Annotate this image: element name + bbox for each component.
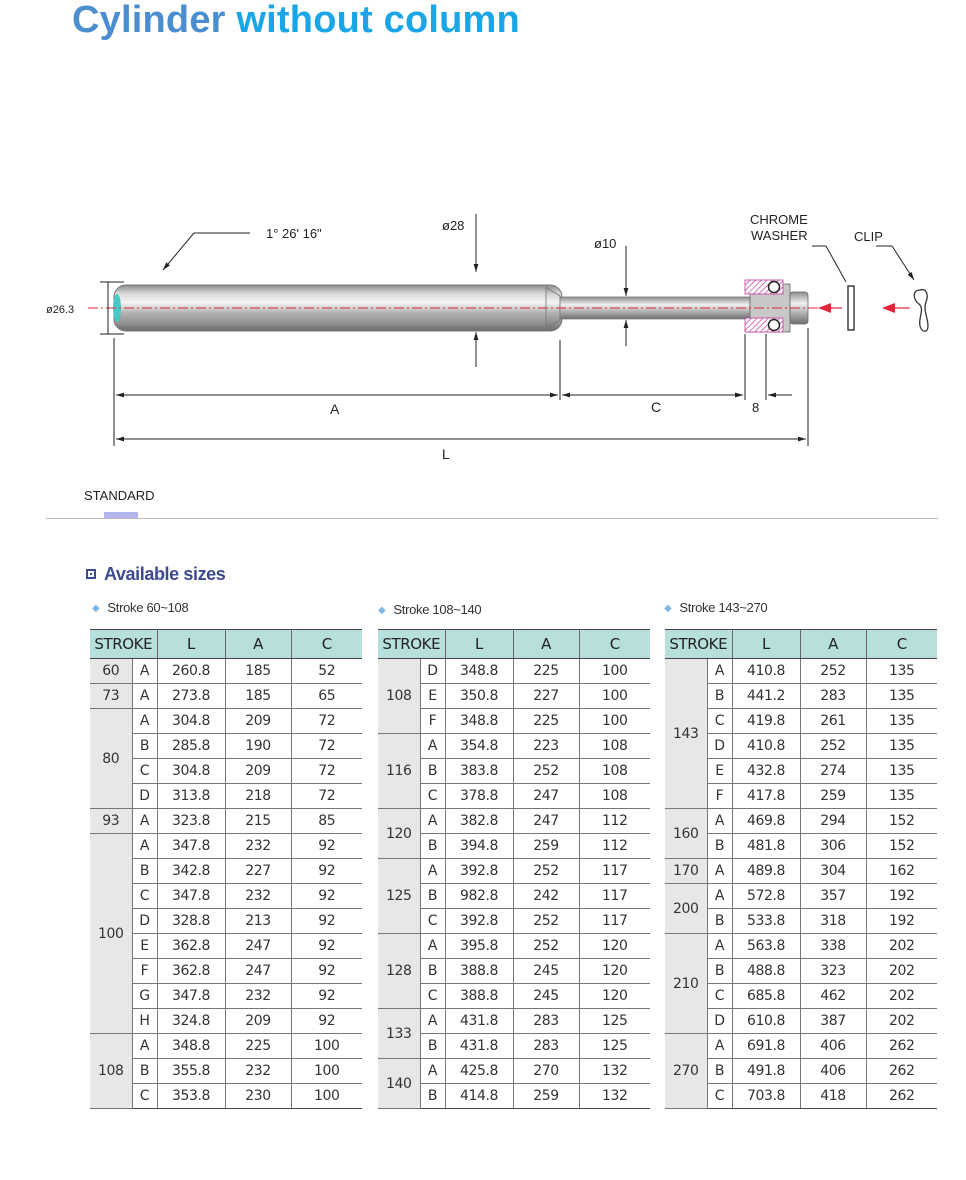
variant-cell: E [132,934,157,959]
l-cell: 313.8 [157,784,225,809]
header-stroke: STROKE [378,630,445,659]
l-cell: 703.8 [732,1084,800,1109]
a-cell: 225 [225,1034,291,1059]
header-l: L [157,630,225,659]
table-header-row [90,630,362,659]
a-cell: 245 [513,959,579,984]
a-cell: 283 [800,684,866,709]
c-cell: 100 [579,684,650,709]
variant-cell: A [707,1034,732,1059]
subtitle-stroke-60-108: ◆ Stroke 60~108 [92,600,189,615]
variant-cell: A [707,809,732,834]
l-cell: 491.8 [732,1059,800,1084]
table-row [665,1034,937,1059]
stroke-cell: 200 [665,884,707,934]
variant-cell: A [132,709,157,734]
table-row [90,684,362,709]
c-cell: 202 [866,959,937,984]
l-cell: 488.8 [732,959,800,984]
a-cell: 406 [800,1034,866,1059]
l-cell: 285.8 [157,734,225,759]
variant-cell: A [707,934,732,959]
l-cell: 691.8 [732,1034,800,1059]
a-cell: 225 [513,659,579,684]
a-cell: 270 [513,1059,579,1084]
l-cell: 481.8 [732,834,800,859]
stroke-cell: 170 [665,859,707,884]
l-cell: 417.8 [732,784,800,809]
variant-cell: B [420,1034,445,1059]
assembly-arrows [818,303,910,313]
variant-cell: B [420,959,445,984]
a-cell: 218 [225,784,291,809]
diamond-bullet-icon: ◆ [378,605,386,616]
variant-cell: A [420,859,445,884]
c-cell: 262 [866,1034,937,1059]
c-cell: 125 [579,1034,650,1059]
a-cell: 304 [800,859,866,884]
variant-cell: C [132,1084,157,1109]
c-cell: 262 [866,1059,937,1084]
table-row [90,659,362,684]
c-cell: 135 [866,684,937,709]
a-cell: 406 [800,1059,866,1084]
washer-label: WASHER [751,228,808,243]
l-cell: 354.8 [445,734,513,759]
c-cell: 92 [291,859,362,884]
a-cell: 209 [225,759,291,784]
stroke-cell: 73 [90,684,132,709]
a-cell: 215 [225,809,291,834]
l-cell: 414.8 [445,1084,513,1109]
variant-cell: F [420,709,445,734]
c-cell: 92 [291,984,362,1009]
variant-cell: C [707,984,732,1009]
l-cell: 342.8 [157,859,225,884]
variant-cell: A [707,659,732,684]
c-cell: 92 [291,909,362,934]
c-cell: 135 [866,659,937,684]
standard-label: STANDARD [84,488,155,503]
a-cell: 306 [800,834,866,859]
c-cell: 132 [579,1059,650,1084]
l-cell: 431.8 [445,1034,513,1059]
table-header-row [378,630,650,659]
c-cell: 192 [866,909,937,934]
c-cell: 202 [866,984,937,1009]
l-cell: 260.8 [157,659,225,684]
l-cell: 610.8 [732,1009,800,1034]
l-cell: 563.8 [732,934,800,959]
variant-cell: B [707,684,732,709]
stroke-cell: 60 [90,659,132,684]
table-row [665,809,937,834]
title-part2: without column [236,0,520,41]
variant-cell: C [420,909,445,934]
variant-cell: D [707,1009,732,1034]
stroke-cell: 108 [378,659,420,734]
variant-cell: A [132,1034,157,1059]
c-cell: 152 [866,834,937,859]
c-cell: 52 [291,659,362,684]
a-cell: 338 [800,934,866,959]
variant-cell: D [707,734,732,759]
table-row [665,659,937,684]
stroke-cell: 80 [90,709,132,809]
variant-cell: C [707,1084,732,1109]
c-cell: 132 [579,1084,650,1109]
table-row [378,1009,650,1034]
c-cell: 100 [579,659,650,684]
variant-cell: C [707,709,732,734]
l-cell: 383.8 [445,759,513,784]
a-cell: 227 [513,684,579,709]
dim-8-label: 8 [752,400,760,415]
c-cell: 120 [579,984,650,1009]
stroke-cell: 100 [90,834,132,1034]
table-row [665,884,937,909]
variant-cell: F [132,959,157,984]
square-bullet-icon [86,569,96,579]
stroke-cell: 143 [665,659,707,809]
a-cell: 252 [800,659,866,684]
variant-cell: D [132,784,157,809]
l-cell: 353.8 [157,1084,225,1109]
stroke-cell: 116 [378,734,420,809]
clip-label: CLIP [854,229,883,244]
stroke-cell: 93 [90,809,132,834]
table-row [378,859,650,884]
a-cell: 245 [513,984,579,1009]
a-cell: 225 [513,709,579,734]
c-cell: 192 [866,884,937,909]
variant-cell: C [420,784,445,809]
l-cell: 432.8 [732,759,800,784]
c-cell: 100 [291,1059,362,1084]
a-cell: 252 [513,909,579,934]
table-row [665,934,937,959]
a-cell: 387 [800,1009,866,1034]
c-cell: 100 [579,709,650,734]
l-cell: 355.8 [157,1059,225,1084]
variant-cell: G [132,984,157,1009]
stroke-cell: 120 [378,809,420,859]
a-cell: 252 [800,734,866,759]
l-cell: 392.8 [445,909,513,934]
header-stroke: STROKE [90,630,157,659]
a-cell: 185 [225,659,291,684]
l-cell: 348.8 [445,709,513,734]
subtitle-stroke-108-140: ◆ Stroke 108~140 [378,602,482,617]
variant-cell: A [707,884,732,909]
l-cell: 304.8 [157,759,225,784]
c-cell: 162 [866,859,937,884]
l-cell: 533.8 [732,909,800,934]
l-cell: 431.8 [445,1009,513,1034]
variant-cell: A [707,859,732,884]
l-cell: 394.8 [445,834,513,859]
section-divider [46,518,938,519]
l-cell: 362.8 [157,934,225,959]
c-cell: 72 [291,784,362,809]
a-cell: 232 [225,884,291,909]
c-cell: 65 [291,684,362,709]
angle-label: 1° 26' 16" [266,226,322,241]
variant-cell: B [707,834,732,859]
l-cell: 323.8 [157,809,225,834]
c-cell: 92 [291,834,362,859]
l-cell: 350.8 [445,684,513,709]
l-cell: 347.8 [157,884,225,909]
l-cell: 489.8 [732,859,800,884]
l-cell: 469.8 [732,809,800,834]
chrome-label: CHROME [750,212,808,227]
c-cell: 262 [866,1084,937,1109]
dim-l-label: L [442,446,450,462]
cylinder-diagram [0,200,966,470]
size-table-2 [378,629,650,1109]
c-cell: 120 [579,934,650,959]
variant-cell: C [132,759,157,784]
l-cell: 382.8 [445,809,513,834]
a-cell: 318 [800,909,866,934]
l-cell: 388.8 [445,984,513,1009]
l-cell: 304.8 [157,709,225,734]
c-cell: 92 [291,884,362,909]
table-row [665,859,937,884]
c-cell: 117 [579,909,650,934]
variant-cell: B [420,1084,445,1109]
header-c: C [866,630,937,659]
variant-cell: A [420,734,445,759]
a-cell: 259 [800,784,866,809]
variant-cell: A [420,809,445,834]
c-cell: 92 [291,1009,362,1034]
a-cell: 227 [225,859,291,884]
a-cell: 223 [513,734,579,759]
l-cell: 348.8 [445,659,513,684]
table-row [378,934,650,959]
table-row [90,809,362,834]
variant-cell: B [420,759,445,784]
c-cell: 85 [291,809,362,834]
l-cell: 395.8 [445,934,513,959]
c-cell: 72 [291,759,362,784]
c-cell: 108 [579,784,650,809]
variant-cell: E [420,684,445,709]
a-cell: 274 [800,759,866,784]
c-cell: 120 [579,959,650,984]
variant-cell: A [132,809,157,834]
dia-rod-label: ø10 [594,236,617,251]
a-cell: 323 [800,959,866,984]
table-row [378,809,650,834]
a-cell: 247 [513,809,579,834]
a-cell: 259 [513,834,579,859]
variant-cell: B [707,1059,732,1084]
a-cell: 252 [513,859,579,884]
c-cell: 202 [866,934,937,959]
a-cell: 259 [513,1084,579,1109]
a-cell: 185 [225,684,291,709]
variant-cell: B [707,909,732,934]
a-cell: 209 [225,709,291,734]
a-cell: 247 [513,784,579,809]
a-cell: 462 [800,984,866,1009]
variant-cell: A [420,934,445,959]
c-cell: 202 [866,1009,937,1034]
l-cell: 410.8 [732,734,800,759]
dim-a-label: A [330,401,340,417]
stroke-cell: 128 [378,934,420,1009]
title-part1: Cylinder [72,0,226,41]
a-cell: 232 [225,1059,291,1084]
c-cell: 135 [866,784,937,809]
header-c: C [291,630,362,659]
header-a: A [225,630,291,659]
header-l: L [732,630,800,659]
table-row [90,834,362,859]
a-cell: 232 [225,984,291,1009]
c-cell: 92 [291,959,362,984]
c-cell: 100 [291,1034,362,1059]
l-cell: 378.8 [445,784,513,809]
c-cell: 112 [579,834,650,859]
header-l: L [445,630,513,659]
l-cell: 347.8 [157,984,225,1009]
c-cell: 92 [291,934,362,959]
variant-cell: D [132,909,157,934]
l-cell: 328.8 [157,909,225,934]
variant-cell: H [132,1009,157,1034]
l-cell: 392.8 [445,859,513,884]
available-sizes-heading [86,564,225,585]
subtitle-stroke-143-270: ◆ Stroke 143~270 [664,600,768,615]
variant-cell: B [420,884,445,909]
a-cell: 242 [513,884,579,909]
l-cell: 273.8 [157,684,225,709]
c-cell: 125 [579,1009,650,1034]
variant-cell: A [420,1059,445,1084]
variant-cell: B [132,1059,157,1084]
c-cell: 117 [579,859,650,884]
page-title [72,0,520,40]
c-cell: 100 [291,1084,362,1109]
table-header-row [665,630,937,659]
header-c: C [579,630,650,659]
variant-cell: A [132,684,157,709]
l-cell: 441.2 [732,684,800,709]
c-cell: 135 [866,709,937,734]
diamond-bullet-icon: ◆ [92,603,100,614]
stroke-cell: 210 [665,934,707,1034]
dia-end-label: ø26.3 [46,304,75,316]
l-cell: 388.8 [445,959,513,984]
variant-cell: C [420,984,445,1009]
variant-cell: D [420,659,445,684]
l-cell: 572.8 [732,884,800,909]
l-cell: 982.8 [445,884,513,909]
variant-cell: A [420,1009,445,1034]
c-cell: 108 [579,759,650,784]
a-cell: 283 [513,1034,579,1059]
variant-cell: B [420,834,445,859]
a-cell: 283 [513,1009,579,1034]
dia-body-label: ø28 [442,218,465,233]
c-cell: 72 [291,709,362,734]
size-table-1 [90,629,362,1109]
variant-cell: C [132,884,157,909]
l-cell: 347.8 [157,834,225,859]
header-a: A [513,630,579,659]
l-cell: 410.8 [732,659,800,684]
size-table-3 [665,629,937,1109]
variant-cell: A [132,659,157,684]
table-row [90,709,362,734]
c-cell: 152 [866,809,937,834]
l-cell: 425.8 [445,1059,513,1084]
header-stroke: STROKE [665,630,732,659]
c-cell: 108 [579,734,650,759]
a-cell: 418 [800,1084,866,1109]
stroke-cell: 125 [378,859,420,934]
stroke-cell: 140 [378,1059,420,1109]
c-cell: 117 [579,884,650,909]
a-cell: 247 [225,934,291,959]
l-cell: 324.8 [157,1009,225,1034]
l-cell: 419.8 [732,709,800,734]
c-cell: 135 [866,734,937,759]
a-cell: 213 [225,909,291,934]
table-row [90,1034,362,1059]
variant-cell: F [707,784,732,809]
c-cell: 112 [579,809,650,834]
table-row [378,1059,650,1084]
dim-c-label: C [651,399,662,415]
a-cell: 261 [800,709,866,734]
a-cell: 190 [225,734,291,759]
header-a: A [800,630,866,659]
l-cell: 362.8 [157,959,225,984]
stroke-cell: 270 [665,1034,707,1109]
diamond-bullet-icon: ◆ [664,603,672,614]
table-row [378,734,650,759]
a-cell: 252 [513,759,579,784]
a-cell: 252 [513,934,579,959]
a-cell: 357 [800,884,866,909]
table-row [378,659,650,684]
stroke-cell: 108 [90,1034,132,1109]
variant-cell: A [132,834,157,859]
a-cell: 232 [225,834,291,859]
a-cell: 247 [225,959,291,984]
a-cell: 294 [800,809,866,834]
c-cell: 72 [291,734,362,759]
a-cell: 209 [225,1009,291,1034]
c-cell: 135 [866,759,937,784]
l-cell: 348.8 [157,1034,225,1059]
variant-cell: B [707,959,732,984]
variant-cell: B [132,734,157,759]
stroke-cell: 133 [378,1009,420,1059]
available-sizes-label: Available sizes [104,564,226,584]
variant-cell: E [707,759,732,784]
a-cell: 230 [225,1084,291,1109]
stroke-cell: 160 [665,809,707,859]
variant-cell: B [132,859,157,884]
l-cell: 685.8 [732,984,800,1009]
